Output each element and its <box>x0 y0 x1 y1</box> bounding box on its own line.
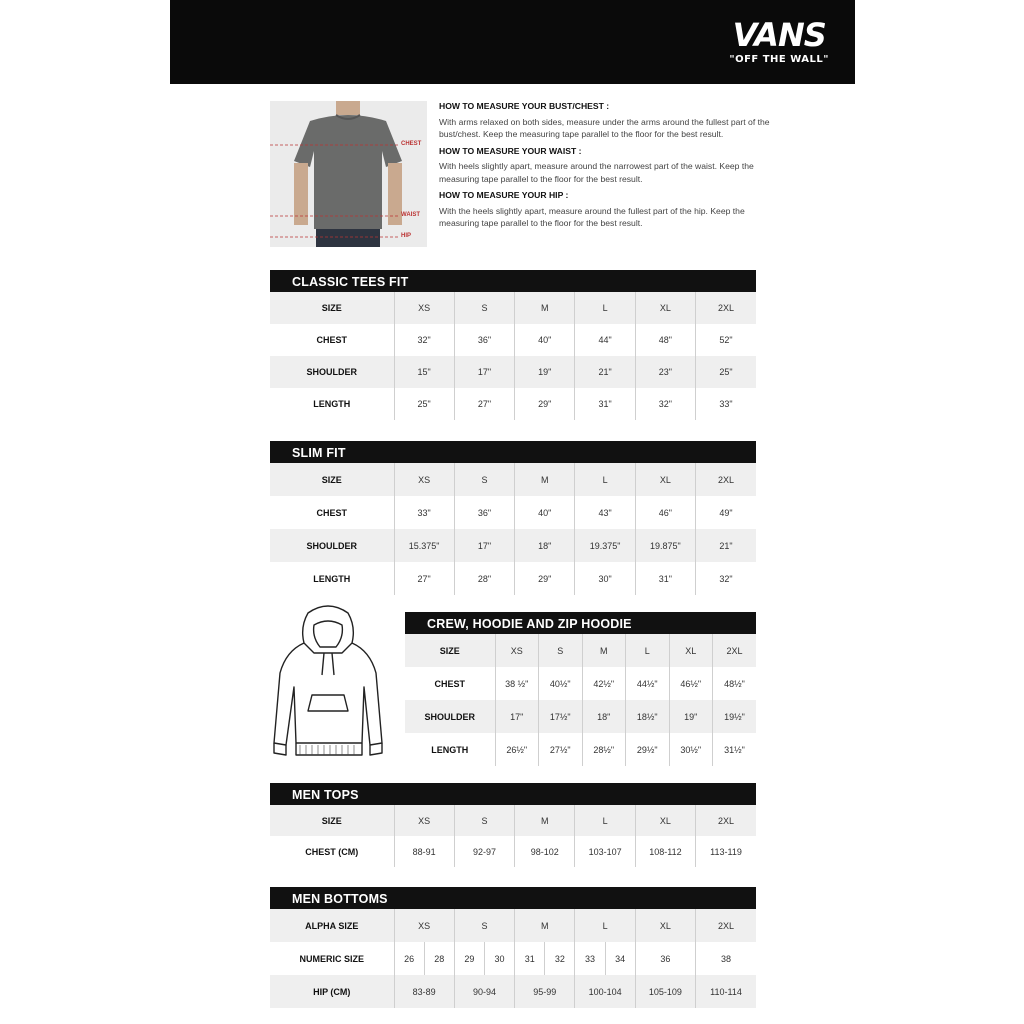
table-row <box>270 356 756 388</box>
row-label: SIZE <box>270 463 394 496</box>
model-photo <box>270 101 427 247</box>
table-cell: 98-102 <box>515 836 575 867</box>
table-cell: XL <box>635 909 695 942</box>
row-label: SIZE <box>405 634 495 667</box>
table-row <box>270 529 756 562</box>
table-cell: 108-112 <box>635 836 695 867</box>
table-cell: XL <box>635 805 695 836</box>
table-cell: 48" <box>635 324 695 356</box>
table-cell: S <box>539 634 583 667</box>
table-cell: L <box>575 463 635 496</box>
table-cell: 25" <box>696 356 756 388</box>
waist-instruction <box>439 145 779 186</box>
table-cell: XS <box>394 909 454 942</box>
men-tops-section <box>270 783 756 867</box>
table-cell: 33" <box>394 496 454 529</box>
table-cell: 33" <box>696 388 756 420</box>
table-cell: 113-119 <box>696 836 756 867</box>
table-cell: M <box>515 292 575 324</box>
table-cell: 18" <box>582 700 626 733</box>
table-cell: 34 <box>605 942 635 975</box>
table-cell: 32" <box>635 388 695 420</box>
table-cell: S <box>454 909 514 942</box>
table-cell: 92-97 <box>454 836 514 867</box>
table-cell: 43" <box>575 496 635 529</box>
table-cell: 100-104 <box>575 975 635 1008</box>
size-table <box>270 805 756 867</box>
crew-hoodie-section <box>405 612 756 766</box>
table-cell: 18½" <box>626 700 670 733</box>
table-cell: 28½" <box>582 733 626 766</box>
table-row <box>405 667 756 700</box>
table-cell: 27½" <box>539 733 583 766</box>
table-cell: 90-94 <box>454 975 514 1008</box>
table-cell: 29" <box>515 562 575 595</box>
hip-label: HIP <box>401 233 412 239</box>
hip-instruction <box>439 189 779 230</box>
chest-instruction <box>439 100 779 141</box>
logo-wordmark: VANS <box>732 16 826 54</box>
table-cell: 26½" <box>495 733 539 766</box>
table-cell: 2XL <box>696 292 756 324</box>
table-cell: 110-114 <box>696 975 756 1008</box>
instruction-text: With heels slightly apart, measure around the narrowest part of the waist. Keep the measuring tape parallel to the floor for the best result. <box>439 161 754 184</box>
table-cell: 18" <box>515 529 575 562</box>
table-cell: 17" <box>454 529 514 562</box>
size-table <box>270 463 756 595</box>
row-label: SHOULDER <box>270 529 394 562</box>
table-row <box>270 909 756 942</box>
table-cell: L <box>575 292 635 324</box>
table-row <box>270 836 756 867</box>
table-cell: 28" <box>454 562 514 595</box>
table-cell: 48½" <box>713 667 757 700</box>
table-cell: 36" <box>454 324 514 356</box>
table-row <box>270 942 756 975</box>
table-cell: XS <box>394 292 454 324</box>
table-cell: 19.375" <box>575 529 635 562</box>
row-label: CHEST (CM) <box>305 846 359 857</box>
slim-fit-section <box>270 441 756 595</box>
table-cell: XS <box>394 805 454 836</box>
row-label: HIP (CM) <box>270 975 394 1008</box>
table-cell: 28 <box>424 942 454 975</box>
table-cell: 17" <box>454 356 514 388</box>
instruction-title: HOW TO MEASURE YOUR HIP : <box>439 190 569 200</box>
brand-header <box>170 0 855 84</box>
section-title: CREW, HOODIE AND ZIP HOODIE <box>405 612 756 634</box>
table-cell: 36 <box>635 942 695 975</box>
table-cell: 29½" <box>626 733 670 766</box>
instruction-text: With arms relaxed on both sides, measure under the arms around the fullest part of the bust/chest. Keep the measuring tape parallel to the floor for the best result. <box>439 116 770 139</box>
table-cell: XS <box>394 463 454 496</box>
table-cell: 32 <box>545 942 575 975</box>
table-cell: M <box>582 634 626 667</box>
measure-instructions <box>439 100 779 234</box>
table-cell: 19" <box>515 356 575 388</box>
table-cell: 19.875" <box>635 529 695 562</box>
table-cell: 23" <box>635 356 695 388</box>
table-cell: 44½" <box>626 667 670 700</box>
table-cell: 30½" <box>669 733 713 766</box>
table-cell: XS <box>495 634 539 667</box>
table-row <box>270 975 756 1008</box>
table-cell: 26 <box>394 942 424 975</box>
table-cell: 2XL <box>696 805 756 836</box>
table-cell: 103-107 <box>575 836 635 867</box>
table-cell: 17½" <box>539 700 583 733</box>
section-title: MEN BOTTOMS <box>270 887 756 909</box>
waist-label: WAIST <box>401 212 420 218</box>
row-label: CHEST <box>434 678 465 689</box>
table-cell: M <box>515 463 575 496</box>
size-table <box>405 634 756 766</box>
row-label: LENGTH <box>313 399 351 409</box>
table-cell: 17" <box>495 700 539 733</box>
table-cell: 38 <box>696 942 756 975</box>
row-label: SHOULDER <box>405 700 495 733</box>
table-cell: S <box>454 463 514 496</box>
row-label: SHOULDER <box>270 356 394 388</box>
chest-label: CHEST <box>401 141 422 147</box>
table-cell: 29" <box>515 388 575 420</box>
table-cell: XL <box>669 634 713 667</box>
table-cell: 30 <box>484 942 514 975</box>
table-cell: 30" <box>575 562 635 595</box>
table-cell: L <box>626 634 670 667</box>
table-cell: 15" <box>394 356 454 388</box>
table-row <box>270 324 756 356</box>
row-label: LENGTH <box>313 573 351 584</box>
table-row <box>405 733 756 766</box>
table-cell: 49" <box>696 496 756 529</box>
table-cell: 44" <box>575 324 635 356</box>
instruction-text: With the heels slightly apart, measure around the fullest part of the hip. Keep the measuring tape parallel to the floor for the best result. <box>439 205 745 228</box>
table-cell: 95-99 <box>515 975 575 1008</box>
row-label: CHEST <box>316 507 347 518</box>
table-cell: 15.375" <box>394 529 454 562</box>
instruction-title: HOW TO MEASURE YOUR BUST/CHEST : <box>439 101 610 111</box>
table-cell: XL <box>635 463 695 496</box>
table-row <box>405 700 756 733</box>
table-cell: L <box>575 909 635 942</box>
row-label: SIZE <box>270 292 394 324</box>
table-cell: 46" <box>635 496 695 529</box>
table-row <box>270 292 756 324</box>
section-title: SLIM FIT <box>270 441 756 463</box>
table-cell: 32" <box>696 562 756 595</box>
table-cell: 21" <box>575 356 635 388</box>
table-cell: 31" <box>575 388 635 420</box>
table-cell: 46½" <box>669 667 713 700</box>
table-cell: 31" <box>635 562 695 595</box>
table-cell: 42½" <box>582 667 626 700</box>
table-cell: 88-91 <box>394 836 454 867</box>
table-cell: 40½" <box>539 667 583 700</box>
logo-tagline: "OFF THE WALL" <box>729 54 829 65</box>
table-cell: 19½" <box>713 700 757 733</box>
table-cell: 38 ½" <box>495 667 539 700</box>
table-cell: 105-109 <box>635 975 695 1008</box>
size-table <box>270 909 756 1008</box>
table-cell: 25" <box>394 388 454 420</box>
table-cell: 29 <box>454 942 484 975</box>
table-row <box>270 388 756 420</box>
instruction-title: HOW TO MEASURE YOUR WAIST : <box>439 145 582 156</box>
table-cell: 19" <box>669 700 713 733</box>
row-label: ALPHA SIZE <box>270 909 394 942</box>
vans-logo <box>729 18 829 65</box>
table-cell: 27" <box>454 388 514 420</box>
men-bottoms-section <box>270 887 756 1008</box>
table-row <box>405 634 756 667</box>
row-label: SIZE <box>270 805 394 836</box>
table-cell: 27" <box>394 562 454 595</box>
hoodie-illustration <box>272 603 384 767</box>
table-cell: 83-89 <box>394 975 454 1008</box>
table-cell: 2XL <box>696 463 756 496</box>
section-title: CLASSIC TEES FIT <box>270 270 756 292</box>
section-title: MEN TOPS <box>270 783 756 805</box>
table-cell: XL <box>635 292 695 324</box>
table-cell: 31½" <box>713 733 757 766</box>
row-label: CHEST <box>316 335 347 345</box>
table-cell: 2XL <box>696 909 756 942</box>
table-cell: 2XL <box>713 634 757 667</box>
table-row <box>270 463 756 496</box>
table-cell: 32" <box>394 324 454 356</box>
table-cell: 31 <box>515 942 545 975</box>
table-cell: 52" <box>696 324 756 356</box>
table-cell: 40" <box>515 496 575 529</box>
table-cell: 36" <box>454 496 514 529</box>
table-row <box>270 496 756 529</box>
table-cell: 33 <box>575 942 605 975</box>
table-cell: L <box>575 805 635 836</box>
table-cell: M <box>515 909 575 942</box>
row-label: NUMERIC SIZE <box>299 953 364 964</box>
table-cell: 40" <box>515 324 575 356</box>
table-row <box>270 562 756 595</box>
classic-tees-fit-section <box>270 270 756 420</box>
size-table <box>270 292 756 420</box>
row-label: LENGTH <box>431 744 469 755</box>
table-cell: S <box>454 805 514 836</box>
table-cell: M <box>515 805 575 836</box>
table-row <box>270 805 756 836</box>
table-cell: S <box>454 292 514 324</box>
table-cell: 21" <box>696 529 756 562</box>
